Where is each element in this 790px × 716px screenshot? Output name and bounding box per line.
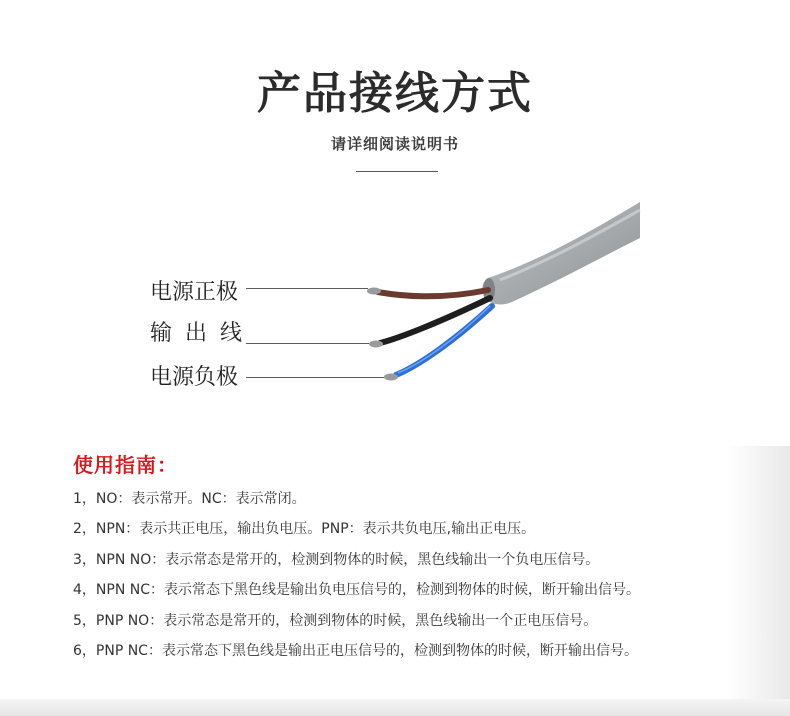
list-item: 6，PNP NC：表示常态下黑色线是输出正电压信号的，检测到物体的时候，断开输出信号。 [73, 642, 638, 659]
panel-bottom-band [0, 699, 790, 716]
usage-guide-heading: 使用指南： [73, 453, 178, 477]
guide-line-positive [246, 288, 368, 289]
wiring-diagram [0, 200, 790, 440]
list-item: 4，NPN NC：表示常态下黑色线是输出负电压信号的，检测到物体的时候，断开输出信号。 [73, 582, 640, 599]
page-title: 产品接线方式 [257, 68, 533, 119]
blue-wire-tip [384, 374, 398, 381]
list-item: 3，NPN NO：表示常态是常开的，检测到物体的时候，黑色线输出一个负电压信号。 [73, 551, 600, 568]
label-power-negative: 电源负极 [150, 365, 239, 390]
cable-illustration [0, 200, 790, 440]
page-subtitle: 请详细阅读说明书 [330, 135, 459, 153]
list-item: 2，NPN：表示共正电压，输出负电压。PNP：表示共负电压,输出正电压。 [73, 521, 536, 538]
title-divider [356, 171, 438, 172]
guide-line-negative [246, 377, 384, 378]
guide-line-output [246, 343, 369, 344]
list-item: 1，NO：表示常开。NC：表示常闭。 [73, 491, 306, 507]
label-output-wire: 输出线 [150, 321, 256, 346]
black-wire-tip [369, 341, 383, 348]
label-power-positive: 电源正极 [150, 280, 239, 305]
list-item: 5，PNP NO：表示常态是常开的，检测到物体的时候，黑色线输出一个正电压信号。 [73, 612, 598, 629]
usage-guide-list [73, 484, 640, 666]
brown-wire [378, 290, 488, 296]
brown-wire-tip [367, 288, 381, 295]
